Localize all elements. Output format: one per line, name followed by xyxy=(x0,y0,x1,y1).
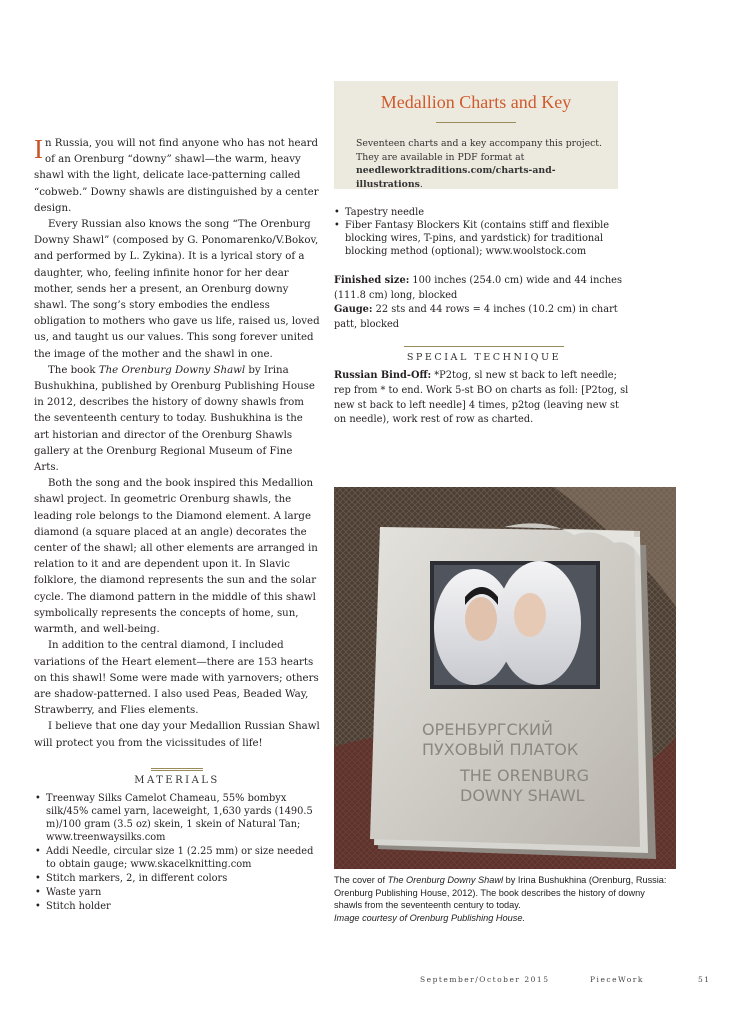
paragraph-book-rest: by Irina Bushukhina, published by Orenburg Publishing House in 2012, describes the history of downy shawls from the seventeenth century to today. Bushukhina is the art historian and director of the Orenburg Shawls gallery at the Orenburg Regional Museum of Fine Arts. xyxy=(34,364,315,474)
list-item: • Tapestry needle xyxy=(334,206,634,219)
intro-text: n Russia, you will not find anyone who has not heard of an Orenburg “downy” shawl—the warm, heavy shawl with the light, delicate lace-patterning called “cobweb.” Downy shawls are distinguished by a center design. xyxy=(34,138,319,214)
special-technique-rule xyxy=(404,346,564,348)
gauge-value: 22 sts and 44 rows = 4 inches (10.2 cm) in chart patt, blocked xyxy=(334,304,618,330)
materials-rule xyxy=(151,768,203,771)
paragraph-heart: In addition to the central diamond, I included variations of the Heart element—there are 153 hearts on this shawl! Some were made with yarnovers; others are shadow-patterned. I also used Peas, Beaded Way, Strawberry, and Flies elements. xyxy=(34,640,319,717)
caption-lead: The cover of xyxy=(334,875,388,885)
list-item: • Stitch markers, 2, in different colors xyxy=(34,872,320,885)
materials-list-continued xyxy=(334,206,634,258)
key-box-title: Medallion Charts and Key xyxy=(380,92,572,112)
book-cover-image xyxy=(334,487,676,869)
article-body xyxy=(34,136,320,914)
paragraph-book-lead: The book xyxy=(48,364,99,376)
materials-title: MATERIALS xyxy=(134,774,220,786)
russian-bind-off xyxy=(334,369,634,427)
list-item: • Addi Needle, circular size 1 (2.25 mm) or size needed to obtain gauge; www.skacelknitting.com xyxy=(34,845,320,871)
finished-size-label: Finished size: xyxy=(334,275,410,286)
key-box-rule xyxy=(436,122,516,124)
special-technique-title: SPECIAL TECHNIQUE xyxy=(406,352,562,364)
caption-credit: Image courtesy of Orenburg Publishing House. xyxy=(334,912,525,923)
key-box-text xyxy=(356,137,606,191)
footer-magazine: PieceWork xyxy=(590,975,644,984)
key-box-body: Seventeen charts and a key accompany this project. They are available in PDF format at xyxy=(356,138,602,163)
page-number: 51 xyxy=(698,975,711,984)
list-item: • Waste yarn xyxy=(34,886,320,899)
paragraph-book xyxy=(34,363,320,476)
bind-off-label: Russian Bind-Off: xyxy=(334,370,432,382)
caption-book-title: The Orenburg Downy Shawl xyxy=(387,875,504,885)
paragraph-closing: I believe that one day your Medallion Russian Shawl will protect you from the vicissitudes of life! xyxy=(34,721,320,749)
cover-title-ru-1: ОРЕНБУРГСКИЙ xyxy=(422,720,553,739)
finished-size-value: 100 inches (254.0 cm) wide and 44 inches (111.8 cm) long, blocked xyxy=(334,275,622,301)
paragraph-diamond: Both the song and the book inspired this Medallion shawl project. In geometric Orenburg shawls, the leading role belongs to the Diamond element. A large diamond (a square placed at an angle) decorates the center of the shawl; all other elements are arranged in relation to it and are dependent upon it. In Slavic folklore, the diamond represents the sun and the solar cycle. The diamond pattern in the middle of this shawl symbolically represents the concepts of home, sun, warmth, and well-being. xyxy=(34,478,318,636)
bind-off-text: *P2tog, sl new st back to left needle; rep from * to end. Work 5-st BO on charts as foll: [P2tog, sl new st back to left needle] 4 times, p2tog (leaving new st on needle), work rest of row as charted. xyxy=(334,370,629,426)
book-title: The Orenburg Downy Shawl xyxy=(98,364,246,376)
right-column xyxy=(334,206,634,428)
special-technique-heading xyxy=(334,346,634,363)
intro-paragraph xyxy=(34,136,320,217)
charts-link[interactable]: needleworktraditions.com/charts-and-illustrations xyxy=(356,165,556,190)
cover-title-en-2: DOWNY SHAWL xyxy=(460,786,585,805)
paragraph-song: Every Russian also knows the song “The Orenburg Downy Shawl” (composed by G. Ponomarenko/V.Bokov, and performed by L. Zykina). It is a lyrical story of a daughter, who, feeling infinite honor for her dear mother, sends her a present, an Orenburg downy shawl. The song’s story embodies the endless obligation to mothers who gave us life, raised us, loved us, and taught us our values. This song forever united the image of the mother and the shawl in one. xyxy=(34,219,320,360)
cover-title-ru-2: ПУХОВЫЙ ПЛАТОК xyxy=(422,740,579,759)
gauge xyxy=(334,303,634,332)
list-item: • Stitch holder xyxy=(34,900,320,913)
list-item: • Treenway Silks Camelot Chameau, 55% bombyx silk/45% camel yarn, laceweight, 1,630 yards (1490.5 m)/100 gram (3.5 oz) skein, 1 skein of Natural Tan; www.treenwaysilks.com xyxy=(34,792,320,844)
caption-text: by Irina Bushukhina (Orenburg, Russia: Orenburg Publishing House, 2012). The book describes the history of downy shawls from the seventeenth century to today. xyxy=(334,875,667,911)
photo-caption xyxy=(334,874,674,924)
list-item: • Fiber Fantasy Blockers Kit (contains stiff and flexible blocking wires, T-pins, and yardstick) for traditional blocking method (optional); www.woolstock.com xyxy=(334,219,634,258)
finished-size xyxy=(334,274,634,303)
footer-issue: September/October 2015 xyxy=(420,975,550,984)
gauge-label: Gauge: xyxy=(334,304,373,316)
materials-list xyxy=(34,792,320,913)
drop-cap: I xyxy=(34,134,43,164)
cover-title-en-1: THE ORENBURG xyxy=(460,766,589,785)
charts-key-box xyxy=(334,81,618,189)
book-cover-photo xyxy=(334,487,676,869)
materials-heading xyxy=(34,768,320,786)
key-box-end: . xyxy=(419,178,423,190)
